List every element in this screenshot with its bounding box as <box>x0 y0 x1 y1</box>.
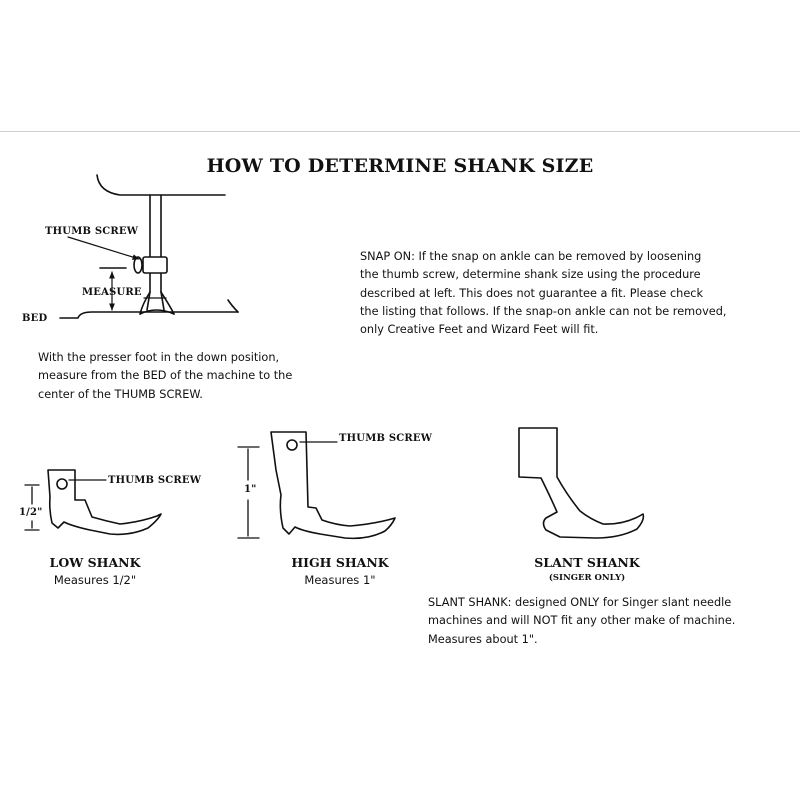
bed-label: BED <box>22 313 48 324</box>
low-shank-subtitle: Measures 1/2" <box>53 573 137 587</box>
high-shank-illustration <box>238 432 395 538</box>
measure-label: MEASURE <box>82 287 142 298</box>
slant-shank-illustration <box>519 428 643 538</box>
low-shank-thumb-screw-label: THUMB SCREW <box>108 475 202 486</box>
instruction-line: measure from the BED of the machine to the <box>38 369 293 383</box>
slant-description-line: machines and will NOT fit any other make of machine. <box>428 614 736 628</box>
instruction-line: With the presser foot in the down position, <box>38 351 280 364</box>
slant-shank-title: SLANT SHANK <box>534 555 640 570</box>
slant-shank-subtitle: (SINGER ONLY) <box>548 573 626 583</box>
measure-instructions <box>38 349 292 404</box>
snap-on-line: SNAP ON: If the snap on ankle can be removed by loosening <box>360 250 702 263</box>
snap-on-line: only Creative Feet and Wizard Feet will fit. <box>360 323 599 337</box>
snap-on-line: described at left. This does not guarantee a fit. Please check <box>360 286 704 300</box>
thumb-screw-label: THUMB SCREW <box>45 226 139 237</box>
high-shank-subtitle: Measures 1" <box>304 573 376 587</box>
high-shank-title: HIGH SHANK <box>291 555 389 570</box>
snap-on-paragraph <box>360 248 726 339</box>
high-shank-thumb-screw-label: THUMB SCREW <box>339 433 433 444</box>
slant-shank-description <box>428 594 735 649</box>
low-shank-dimension-label: 1/2" <box>19 507 43 518</box>
page-title: HOW TO DETERMINE SHANK SIZE <box>206 155 594 177</box>
low-shank-title: LOW SHANK <box>49 555 141 570</box>
slant-description-line: Measures about 1". <box>428 632 538 646</box>
instruction-line: center of the THUMB SCREW. <box>38 387 203 401</box>
high-shank-dimension-label: 1" <box>244 484 257 495</box>
slant-description-line: SLANT SHANK: designed ONLY for Singer slant needle <box>428 596 732 609</box>
snap-on-line: the listing that follows. If the snap-on ankle can not be removed, <box>360 304 727 318</box>
snap-on-line: the thumb screw, determine shank size using the procedure <box>360 268 701 282</box>
